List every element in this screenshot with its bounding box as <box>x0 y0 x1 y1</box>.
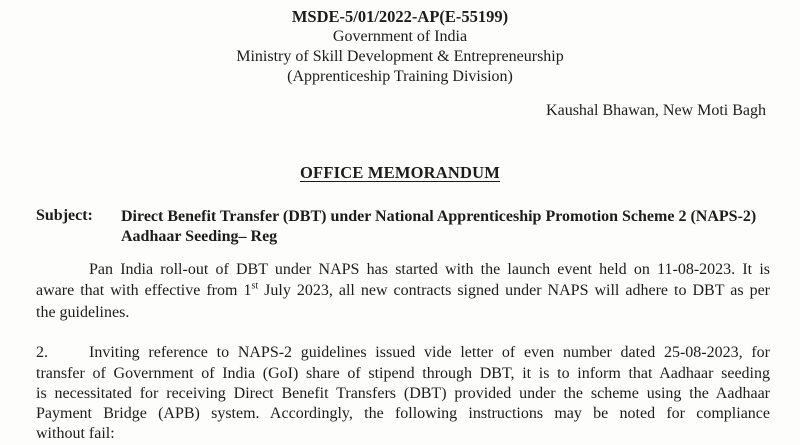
subject-text: Direct Benefit Transfer (DBT) under National Apprenticeship Promotion Scheme 2 (NAPS-2) Aadhaar Seeding– Reg <box>121 208 757 245</box>
subject-label: Subject: <box>36 207 93 224</box>
para1-line2-pre: aware that with effective from 1 <box>36 282 252 299</box>
para1-line1: Pan India roll-out of DBT under NAPS has started with the launch event held on 11-08-2023. It is <box>89 261 770 278</box>
para1-line2 <box>36 282 770 300</box>
reference-number: MSDE-5/01/2022-AP(E-55199) <box>291 7 509 26</box>
para2-line4: Payment Bridge (APB) system. Accordingly, the following instructions may be noted for compliance <box>36 405 770 422</box>
para2-line3: is necessitated for receiving Direct Benefit Transfers (DBT) provided under the scheme using the Aadhaar <box>36 385 770 402</box>
para2-number: 2. <box>36 344 48 361</box>
memo-title-text: OFFICE MEMORANDUM <box>300 163 500 182</box>
division-line: (Apprenticeship Training Division) <box>287 68 513 85</box>
memo-title <box>0 163 800 183</box>
para1-line2-sup: st <box>251 280 259 292</box>
para2-line5: without fail: <box>36 425 115 442</box>
para2-line2: transfer of Government of India (GoI) share of stipend through DBT, it is to inform that Aadhaar seeding <box>36 365 770 382</box>
para2-line1: Inviting reference to NAPS-2 guidelines issued vide letter of even number dated 25-08-2023, for <box>89 344 770 361</box>
para1-line2-post: July 2023, all new contracts signed under NAPS will adhere to DBT as per <box>258 282 771 299</box>
government-line: Government of India <box>332 28 468 45</box>
para1-line3: the guidelines. <box>36 304 130 321</box>
office-address: Kaushal Bhawan, New Moti Bagh <box>546 102 766 119</box>
ministry-line: Ministry of Skill Development & Entrepreneurship <box>236 48 564 65</box>
